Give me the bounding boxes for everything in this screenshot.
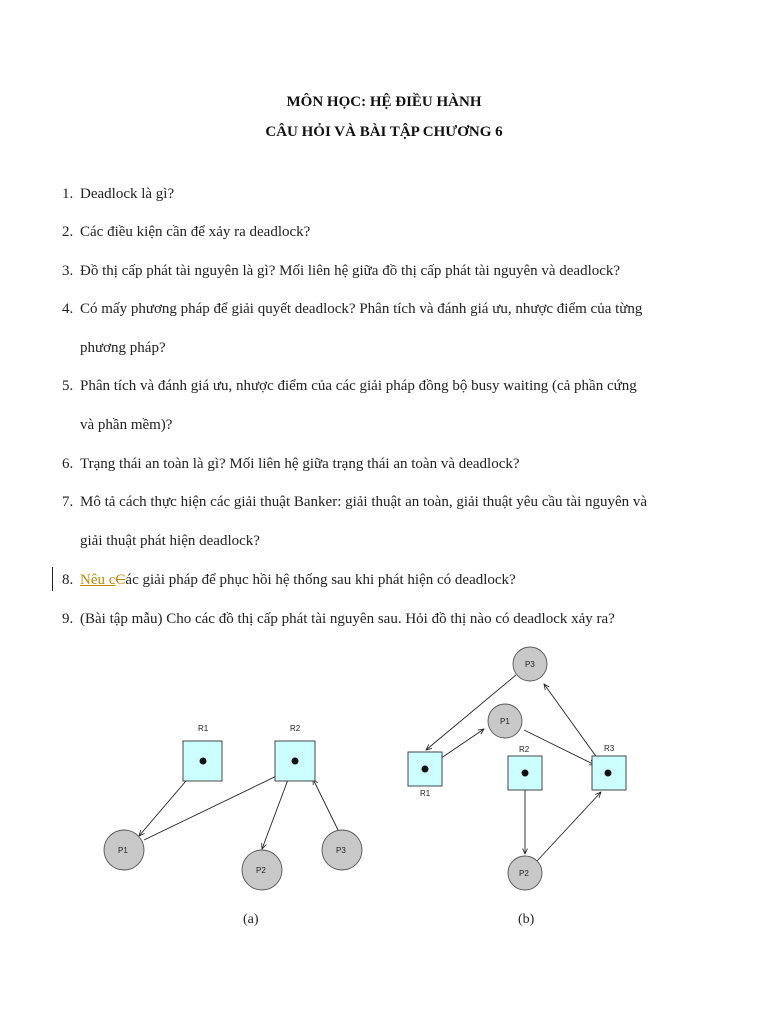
process-label: P2 bbox=[519, 869, 529, 878]
process-label: P1 bbox=[500, 717, 510, 726]
resource-instance-dot bbox=[605, 770, 612, 777]
question-number: 6. bbox=[62, 456, 74, 472]
graph-a-caption: (a) bbox=[243, 912, 259, 927]
resource-label: R2 bbox=[519, 745, 530, 754]
question-7-continuation: giải thuật phát hiện deadlock? bbox=[80, 533, 260, 549]
resource-label: R3 bbox=[604, 744, 615, 753]
resource-instance-dot bbox=[422, 766, 429, 773]
resource-label: R1 bbox=[198, 724, 209, 733]
question-text: Đồ thị cấp phát tài nguyên là gì? Mối liên hệ giữa đồ thị cấp phát tài nguyên và deadlock? bbox=[80, 263, 621, 279]
process-label: P3 bbox=[336, 846, 346, 855]
question-text: Phân tích và đánh giá ưu, nhược điểm của các giải pháp đồng bộ busy waiting (cả phần cứng bbox=[80, 378, 637, 394]
question-number: 8. bbox=[62, 572, 74, 588]
chapter-title: CÂU HỎI VÀ BÀI TẬP CHƯƠNG 6 bbox=[265, 124, 503, 140]
question-number: 9. bbox=[62, 611, 74, 627]
question-text: (Bài tập mẫu) Cho các đồ thị cấp phát tài nguyên sau. Hỏi đồ thị nào có deadlock xảy ra? bbox=[80, 611, 615, 627]
deleted-text: C bbox=[115, 572, 126, 588]
graph-a bbox=[104, 724, 362, 927]
process-label: P2 bbox=[256, 866, 266, 875]
question-number: 2. bbox=[62, 224, 74, 240]
question-text: Có mấy phương pháp để giải quyết deadlock? Phân tích và đánh giá ưu, nhược điểm của từng bbox=[80, 301, 643, 317]
question-number: 1. bbox=[62, 186, 74, 202]
course-title: MÔN HỌC: HỆ ĐIỀU HÀNH bbox=[286, 94, 482, 110]
resource-instance-dot bbox=[522, 770, 529, 777]
inserted-text: Nêu c bbox=[80, 572, 116, 588]
resource-label: R2 bbox=[290, 724, 301, 733]
graph-b bbox=[408, 647, 626, 927]
edge-p2-r3 bbox=[537, 792, 601, 861]
question-number: 4. bbox=[62, 301, 74, 317]
question-5-continuation: và phần mềm)? bbox=[80, 417, 173, 433]
question-number: 5. bbox=[62, 378, 74, 394]
resource-instance-dot bbox=[200, 758, 207, 765]
question-text: Mô tả cách thực hiện các giải thuật Banker: giải thuật an toàn, giải thuật yêu cầu tài nguyên và bbox=[80, 494, 648, 510]
question-text: Các điều kiện cần để xảy ra deadlock? bbox=[80, 224, 311, 240]
question-text: ác giải pháp để phục hồi hệ thống sau khi phát hiện có deadlock? bbox=[125, 572, 516, 588]
resource-instance-dot bbox=[292, 758, 299, 765]
question-number: 3. bbox=[62, 263, 74, 279]
process-label: P3 bbox=[525, 660, 535, 669]
question-text: Trạng thái an toàn là gì? Mối liên hệ giữa trạng thái an toàn và deadlock? bbox=[80, 456, 520, 472]
process-label: P1 bbox=[118, 846, 128, 855]
question-number: 7. bbox=[62, 494, 74, 510]
edge-p3-r2 bbox=[313, 779, 339, 832]
question-text: Deadlock là gì? bbox=[80, 186, 175, 202]
graph-b-caption: (b) bbox=[518, 912, 535, 927]
question-4-continuation: phương pháp? bbox=[80, 340, 166, 356]
resource-label: R1 bbox=[420, 789, 431, 798]
